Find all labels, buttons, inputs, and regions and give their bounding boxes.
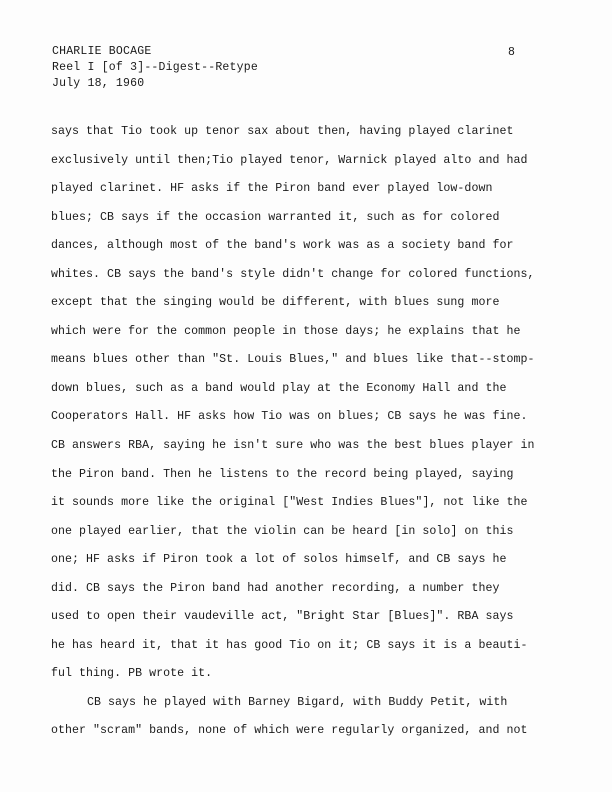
text-line: which were for the common people in those days; he explains that he xyxy=(51,324,521,338)
interview-date: July 18, 1960 xyxy=(52,77,145,90)
text-line: Cooperators Hall. HF asks how Tio was on blues; CB says he was fine. xyxy=(51,410,528,424)
text-line: CB answers RBA, saying he isn't sure who was the best blues player in xyxy=(51,439,535,453)
text-line: used to open their vaudeville act, "Bright Star [Blues]". RBA says xyxy=(51,610,514,624)
document-header xyxy=(52,44,258,92)
text-line: one played earlier, that the violin can be heard [in solo] on this xyxy=(51,524,514,538)
text-line: dances, although most of the band's work was as a society band for xyxy=(51,239,514,253)
text-line: did. CB says the Piron band had another recording, a number they xyxy=(51,581,500,595)
page-number: 8 xyxy=(508,46,515,59)
text-line: except that the singing would be different, with blues sung more xyxy=(51,296,500,310)
text-line: it sounds more like the original ["West Indies Blues"], not like the xyxy=(51,496,528,510)
text-line: whites. CB says the band's style didn't change for colored functions, xyxy=(51,267,535,281)
text-line: ful thing. PB wrote it. xyxy=(51,667,213,681)
interviewee-name: CHARLIE BOCAGE xyxy=(52,45,152,58)
text-line: one; HF asks if Piron took a lot of solos himself, and CB says he xyxy=(51,553,507,567)
text-line: exclusively until then;Tio played tenor, Warnick played alto and had xyxy=(51,153,528,167)
text-line: the Piron band. Then he listens to the record being played, saying xyxy=(51,467,514,481)
reel-info: Reel I [of 3]--Digest--Retype xyxy=(52,61,258,74)
paragraph-start-line: CB says he played with Barney Bigard, with Buddy Petit, with xyxy=(87,695,508,709)
body-text xyxy=(51,124,551,752)
text-line: says that Tio took up tenor sax about then, having played clarinet xyxy=(51,125,514,138)
text-line: other "scram" bands, none of which were regularly organized, and not xyxy=(51,724,528,738)
text-line: blues; CB says if the occasion warranted it, such as for colored xyxy=(51,210,500,224)
text-line: played clarinet. HF asks if the Piron band ever played low-down xyxy=(51,182,493,196)
text-line: down blues, such as a band would play at the Economy Hall and the xyxy=(51,381,507,395)
text-line: means blues other than "St. Louis Blues," and blues like that--stomp- xyxy=(51,353,535,367)
text-line: he has heard it, that it has good Tio on it; CB says it is a beauti- xyxy=(51,638,528,652)
